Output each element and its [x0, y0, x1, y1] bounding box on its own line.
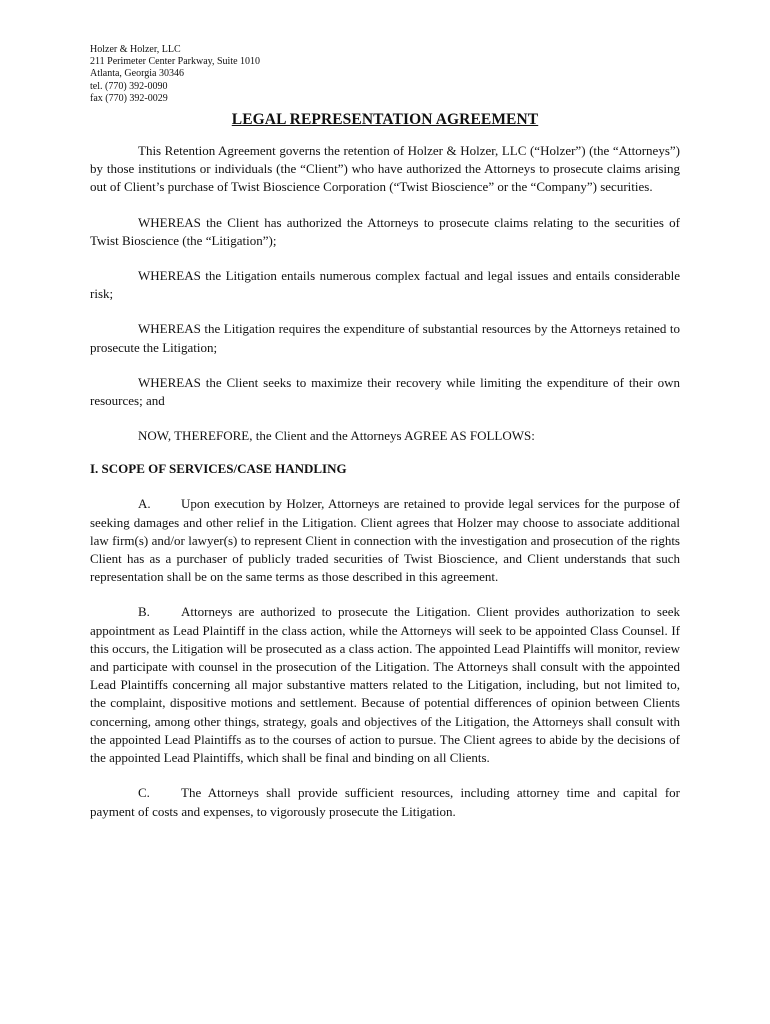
whereas-clause: WHEREAS the Litigation entails numerous complex factual and legal issues and entails considerable risk; [90, 268, 680, 302]
section-item-b [90, 603, 680, 767]
letterhead [90, 44, 680, 105]
item-text: Upon execution by Holzer, Attorneys are retained to provide legal services for the purpose of seeking damages and other relief in the Litigation. Client agrees that Holzer may choose to associate additional law firm(s) and/or lawyer(s) to represent Client in connection with the investigation and prosecution of the rights Client has as a purchaser of publicly traded securities of Twist Bioscience, and Client understands that such representation shall be on the same terms as those described in this agreement. [90, 496, 680, 585]
firm-phone: tel. (770) 392-0090 [90, 80, 168, 92]
item-label: B. [138, 604, 150, 620]
firm-fax: fax (770) 392-0029 [90, 92, 168, 104]
item-text: The Attorneys shall provide sufficient resources, including attorney time and capital for payment of costs and expenses, to vigorously prosecute the Litigation. [90, 785, 680, 819]
agreement-statement: NOW, THEREFORE, the Client and the Attorneys AGREE AS FOLLOWS: [138, 428, 535, 444]
firm-name: Holzer & Holzer, LLC [90, 44, 181, 55]
document-title: LEGAL REPRESENTATION AGREEMENT [231, 111, 539, 129]
whereas-clause: WHEREAS the Client seeks to maximize their recovery while limiting the expenditure of their own resources; and [90, 374, 680, 409]
section-item-a [90, 495, 680, 586]
item-label: C. [138, 785, 150, 801]
item-text: Attorneys are authorized to prosecute the Litigation. Client provides authorization to seek appointment as Lead Plaintiff in the class action, while the Attorneys will seek to be appointed Class Counsel. If this occurs, the Litigation will be prosecuted as a class action. The appointed Lead Plaintiffs will monitor, review and participate with counsel in the prosecution of the Litigation. The Attorneys shall consult with the appointed Lead Plaintiffs concerning all major substantive matters related to the Litigation, including, but not limited to, the complaint, dispositive motions and settlement. Because of potential differences of opinion between Clients concerning, among other things, strategy, goals and objectives of the Litigation, the Attorneys shall consult with the appointed Lead Plaintiffs as to the courses of action to pursue. The Client agrees to abide by the decisions of the appointed Lead Plaintiffs, which shall be final and binding on all Clients. [90, 604, 680, 766]
firm-city: Atlanta, Georgia 30346 [90, 68, 184, 80]
whereas-clause: WHEREAS the Client has authorized the Attorneys to prosecute claims relating to the securities of Twist Bioscience (the “Litigation”); [90, 214, 680, 248]
whereas-clause: WHEREAS the Litigation requires the expenditure of substantial resources by the Attorneys retained to prosecute the Litigation; [90, 321, 680, 355]
section-heading: I. SCOPE OF SERVICES/CASE HANDLING [90, 461, 347, 477]
intro-paragraph: This Retention Agreement governs the retention of Holzer & Holzer, LLC (“Holzer”) (the “Attorneys”) by those institutions or individuals (the “Client”) who have authorized the Attorneys to prosecute claims arising out of Client’s purchase of Twist Bioscience Corporation (“Twist Bioscience” or the “Company”) securities. [90, 143, 680, 195]
section-item-c [90, 784, 680, 820]
firm-street: 211 Perimeter Center Parkway, Suite 1010 [90, 56, 261, 68]
item-label: A. [138, 496, 151, 512]
document-page [90, 44, 680, 838]
